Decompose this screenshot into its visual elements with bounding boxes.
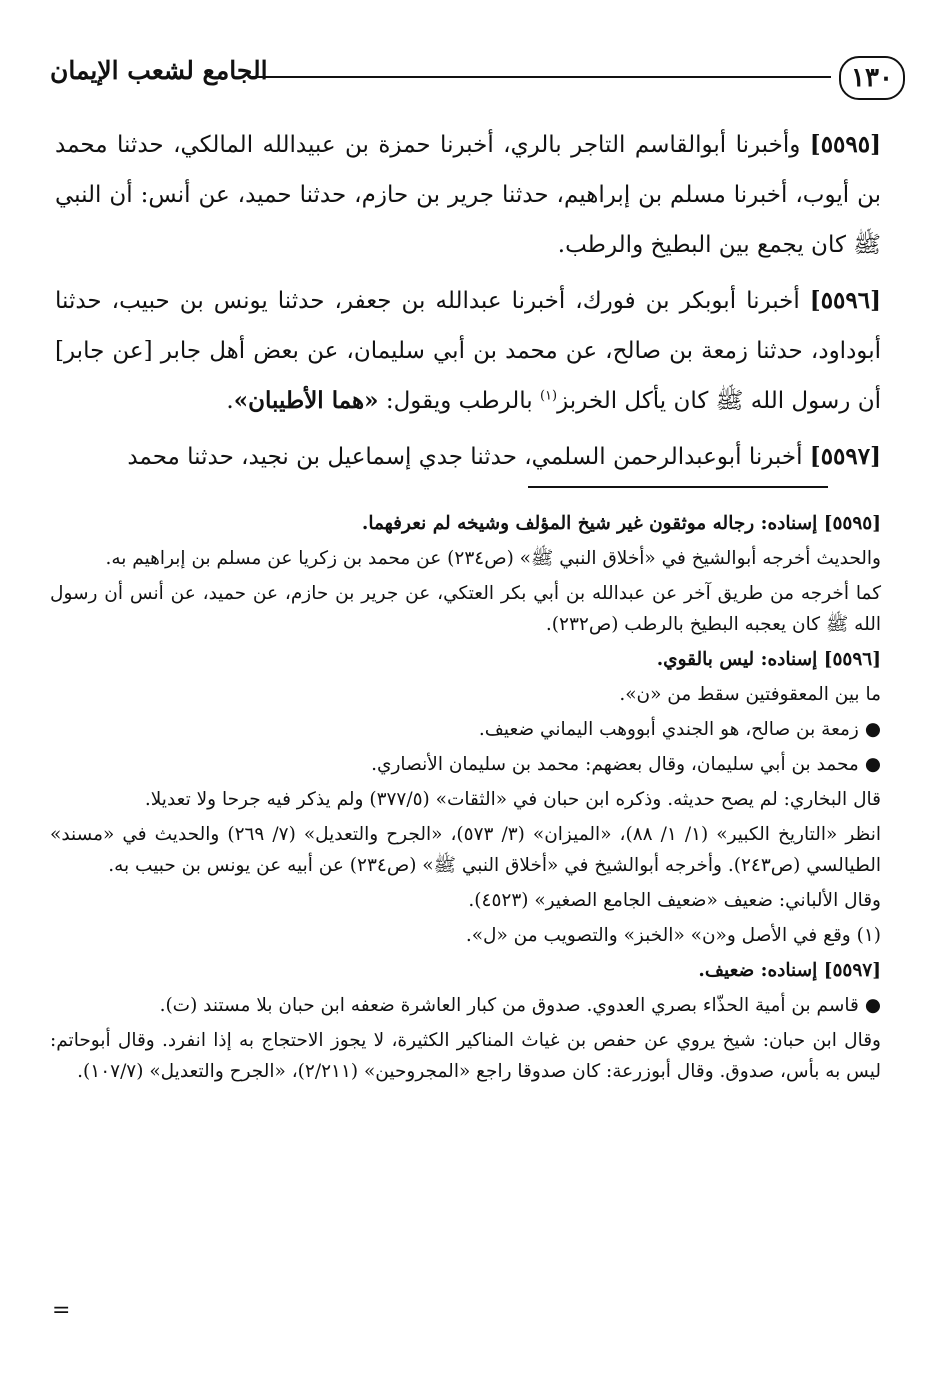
note-paragraph: والحديث أخرجه أبوالشيخ في «أخلاق النبي ﷺ» (ص٢٣٤) عن محمد بن زكريا عن مسلم بن إبراهيم به. — [105, 548, 881, 569]
note-heading: إسناده: ضعيف. — [698, 960, 818, 981]
bullet-icon: ● — [864, 754, 881, 775]
note-5596-title — [50, 644, 881, 675]
bullet-icon: ● — [864, 719, 881, 740]
continuation-mark: = — [52, 1298, 71, 1323]
note-number: [٥٥٩٦] — [823, 649, 881, 670]
page-header — [50, 42, 893, 102]
note-heading: إسناده: ليس بالقوي. — [656, 649, 818, 670]
note-number: [٥٥٩٧] — [823, 960, 881, 981]
page-number: ١٣٠ — [839, 56, 905, 100]
note-paragraph: وقال الألباني: ضعيف «ضعيف الجامع الصغير» (٤٥٢٣). — [468, 890, 881, 911]
note-paragraph: وقال ابن حبان: شيخ يروي عن حفص بن غياث المناكير الكثيرة، لا يجوز الاحتجاج به إذا انفرد. وقال أبوحاتم: ليس به بأس، صدوق. وقال أبوزرعة: كان صدوقا راجع «المجروحين» (٢/٢١١)، «الجرح والتعديل» (١٠٧/٧). — [50, 1030, 881, 1082]
note-paragraph: كما أخرجه من طريق آخر عن عبدالله بن أبي بكر العتكي، عن جرير بن حازم، عن حميد، عن أنس أن رسول الله ﷺ كان يعجبه البطيخ بالرطب (ص٢٣٢). — [50, 583, 881, 635]
hadith-5596 — [55, 276, 881, 426]
hadith-5597 — [55, 432, 881, 482]
note-bullet-item — [50, 714, 881, 745]
hadith-end: . — [226, 388, 234, 414]
hadith-text: أخبرنا أبوعبدالرحمن السلمي، حدثنا جدي إسماعيل بن نجيد، حدثنا محمد — [127, 444, 803, 470]
footnotes — [50, 508, 881, 1091]
note-bullet-item — [50, 990, 881, 1021]
footnote-1: (١) وقع في الأصل و«ن» «الخبز» والتصويب من «ل». — [465, 925, 881, 946]
hadith-quote: «هما الأطيبان» — [233, 387, 379, 414]
note-number: [٥٥٩٥] — [823, 513, 881, 534]
header-rule — [250, 76, 831, 78]
note-bullet-item — [50, 749, 881, 780]
footnote-separator — [528, 486, 828, 488]
book-title: الجامع لشعب الإيمان — [50, 56, 268, 85]
note-paragraph: انظر «التاريخ الكبير» (١/ ١/ ٨٨)، «الميزان» (٣/ ٥٧٣)، «الجرح والتعديل» (٧/ ٢٦٩) والحديث في «مسند» الطيالسي (ص٢٤٣). وأخرجه أبوالشيخ في «أخلاق النبي ﷺ» (ص٢٣٤) عن أبيه عن يونس بن حبيب به. — [50, 824, 881, 876]
note-paragraph: قال البخاري: لم يصح حديثه. وذكره ابن حبان في «الثقات» (٣٧٧/٥) ولم يذكر فيه جرحا ولا تعديلا. — [144, 789, 881, 810]
hadith-text: وأخبرنا أبوالقاسم التاجر بالري، أخبرنا حمزة بن عبيدالله المالكي، حدثنا محمد بن أيوب، أخبرنا مسلم بن إبراهيم، حدثنا جرير بن حازم، حدثنا حميد، عن أنس: أن النبي ﷺ كان يجمع بين البطيخ والرطب. — [55, 132, 881, 258]
hadith-number: [٥٥٩٧] — [809, 443, 881, 470]
hadith-text: أخبرنا أبوبكر بن فورك، أخبرنا عبدالله بن جعفر، حدثنا يونس بن حبيب، حدثنا أبوداود، حدثنا زمعة بن صالح، عن محمد بن أبي سليمان، عن بعض أهل جابر [عن جابر] أن رسول الله ﷺ كان يأكل الخربز — [55, 288, 881, 414]
hadith-5595 — [55, 120, 881, 270]
bullet-text: زمعة بن صالح، هو الجندي أبووهب اليماني ضعيف. — [478, 719, 859, 740]
note-5595-title — [50, 508, 881, 539]
main-text — [55, 120, 881, 488]
note-heading: إسناده: رجاله موثقون غير شيخ المؤلف وشيخه لم نعرفهما. — [361, 513, 818, 534]
bullet-text: قاسم بن أمية الحذّاء بصري العدوي. صدوق من كبار العاشرة ضعفه ابن حبان بلا مستند (ت). — [159, 995, 859, 1016]
note-paragraph: ما بين المعقوفتين سقط من «ن». — [619, 684, 881, 705]
bullet-icon: ● — [864, 995, 881, 1016]
hadith-number: [٥٥٩٥] — [809, 131, 881, 158]
bullet-text: محمد بن أبي سليمان، وقال بعضهم: محمد بن سليمان الأنصاري. — [371, 754, 859, 775]
note-5597-title — [50, 955, 881, 986]
hadith-text: بالرطب ويقول: — [385, 388, 533, 414]
footnote-reference: (١) — [539, 388, 558, 404]
hadith-number: [٥٥٩٦] — [809, 287, 881, 314]
